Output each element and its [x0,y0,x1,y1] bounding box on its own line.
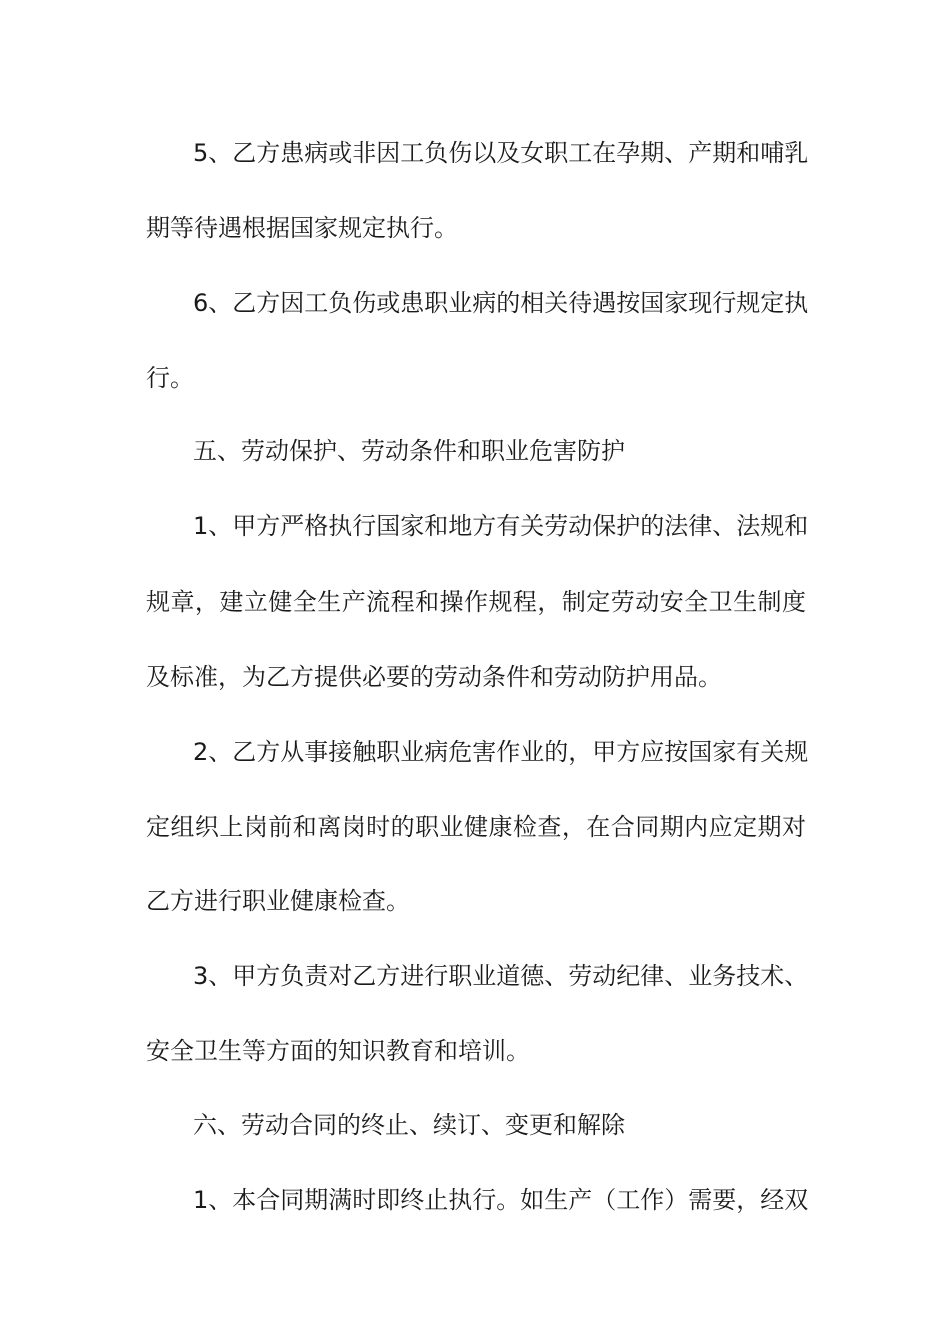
section5-item-3-line-2: 安全卫生等方面的知识教育和培训。 [146,1037,530,1065]
section5-item-3-line-1: 3、甲方负责对乙方进行职业道德、劳动纪律、业务技术、 [193,962,809,990]
section5-item-1-line-3: 及标准，为乙方提供必要的劳动条件和劳动防护用品。 [146,663,722,691]
paragraph-5-line-1: 5、乙方患病或非因工负伤以及女职工在孕期、产期和哺乳 [193,139,809,167]
section5-item-2-line-3: 乙方进行职业健康检查。 [146,887,410,915]
section5-item-1-line-2: 规章，建立健全生产流程和操作规程，制定劳动安全卫生制度 [146,588,806,616]
section5-item-1-line-1: 1、甲方严格执行国家和地方有关劳动保护的法律、法规和 [193,512,809,540]
section5-item-2-line-1: 2、乙方从事接触职业病危害作业的，甲方应按国家有关规 [193,738,809,766]
paragraph-5-line-2: 期等待遇根据国家规定执行。 [146,214,458,242]
section6-item-1-line-1: 1、本合同期满时即终止执行。如生产（工作）需要，经双 [193,1186,809,1214]
section-heading-5: 五、劳动保护、劳动条件和职业危害防护 [193,437,625,465]
paragraph-6-line-2: 行。 [146,364,194,392]
section5-item-2-line-2: 定组织上岗前和离岗时的职业健康检查，在合同期内应定期对 [146,813,806,841]
section-heading-6: 六、劳动合同的终止、续订、变更和解除 [193,1111,625,1139]
paragraph-6-line-1: 6、乙方因工负伤或患职业病的相关待遇按国家现行规定执 [193,289,809,317]
